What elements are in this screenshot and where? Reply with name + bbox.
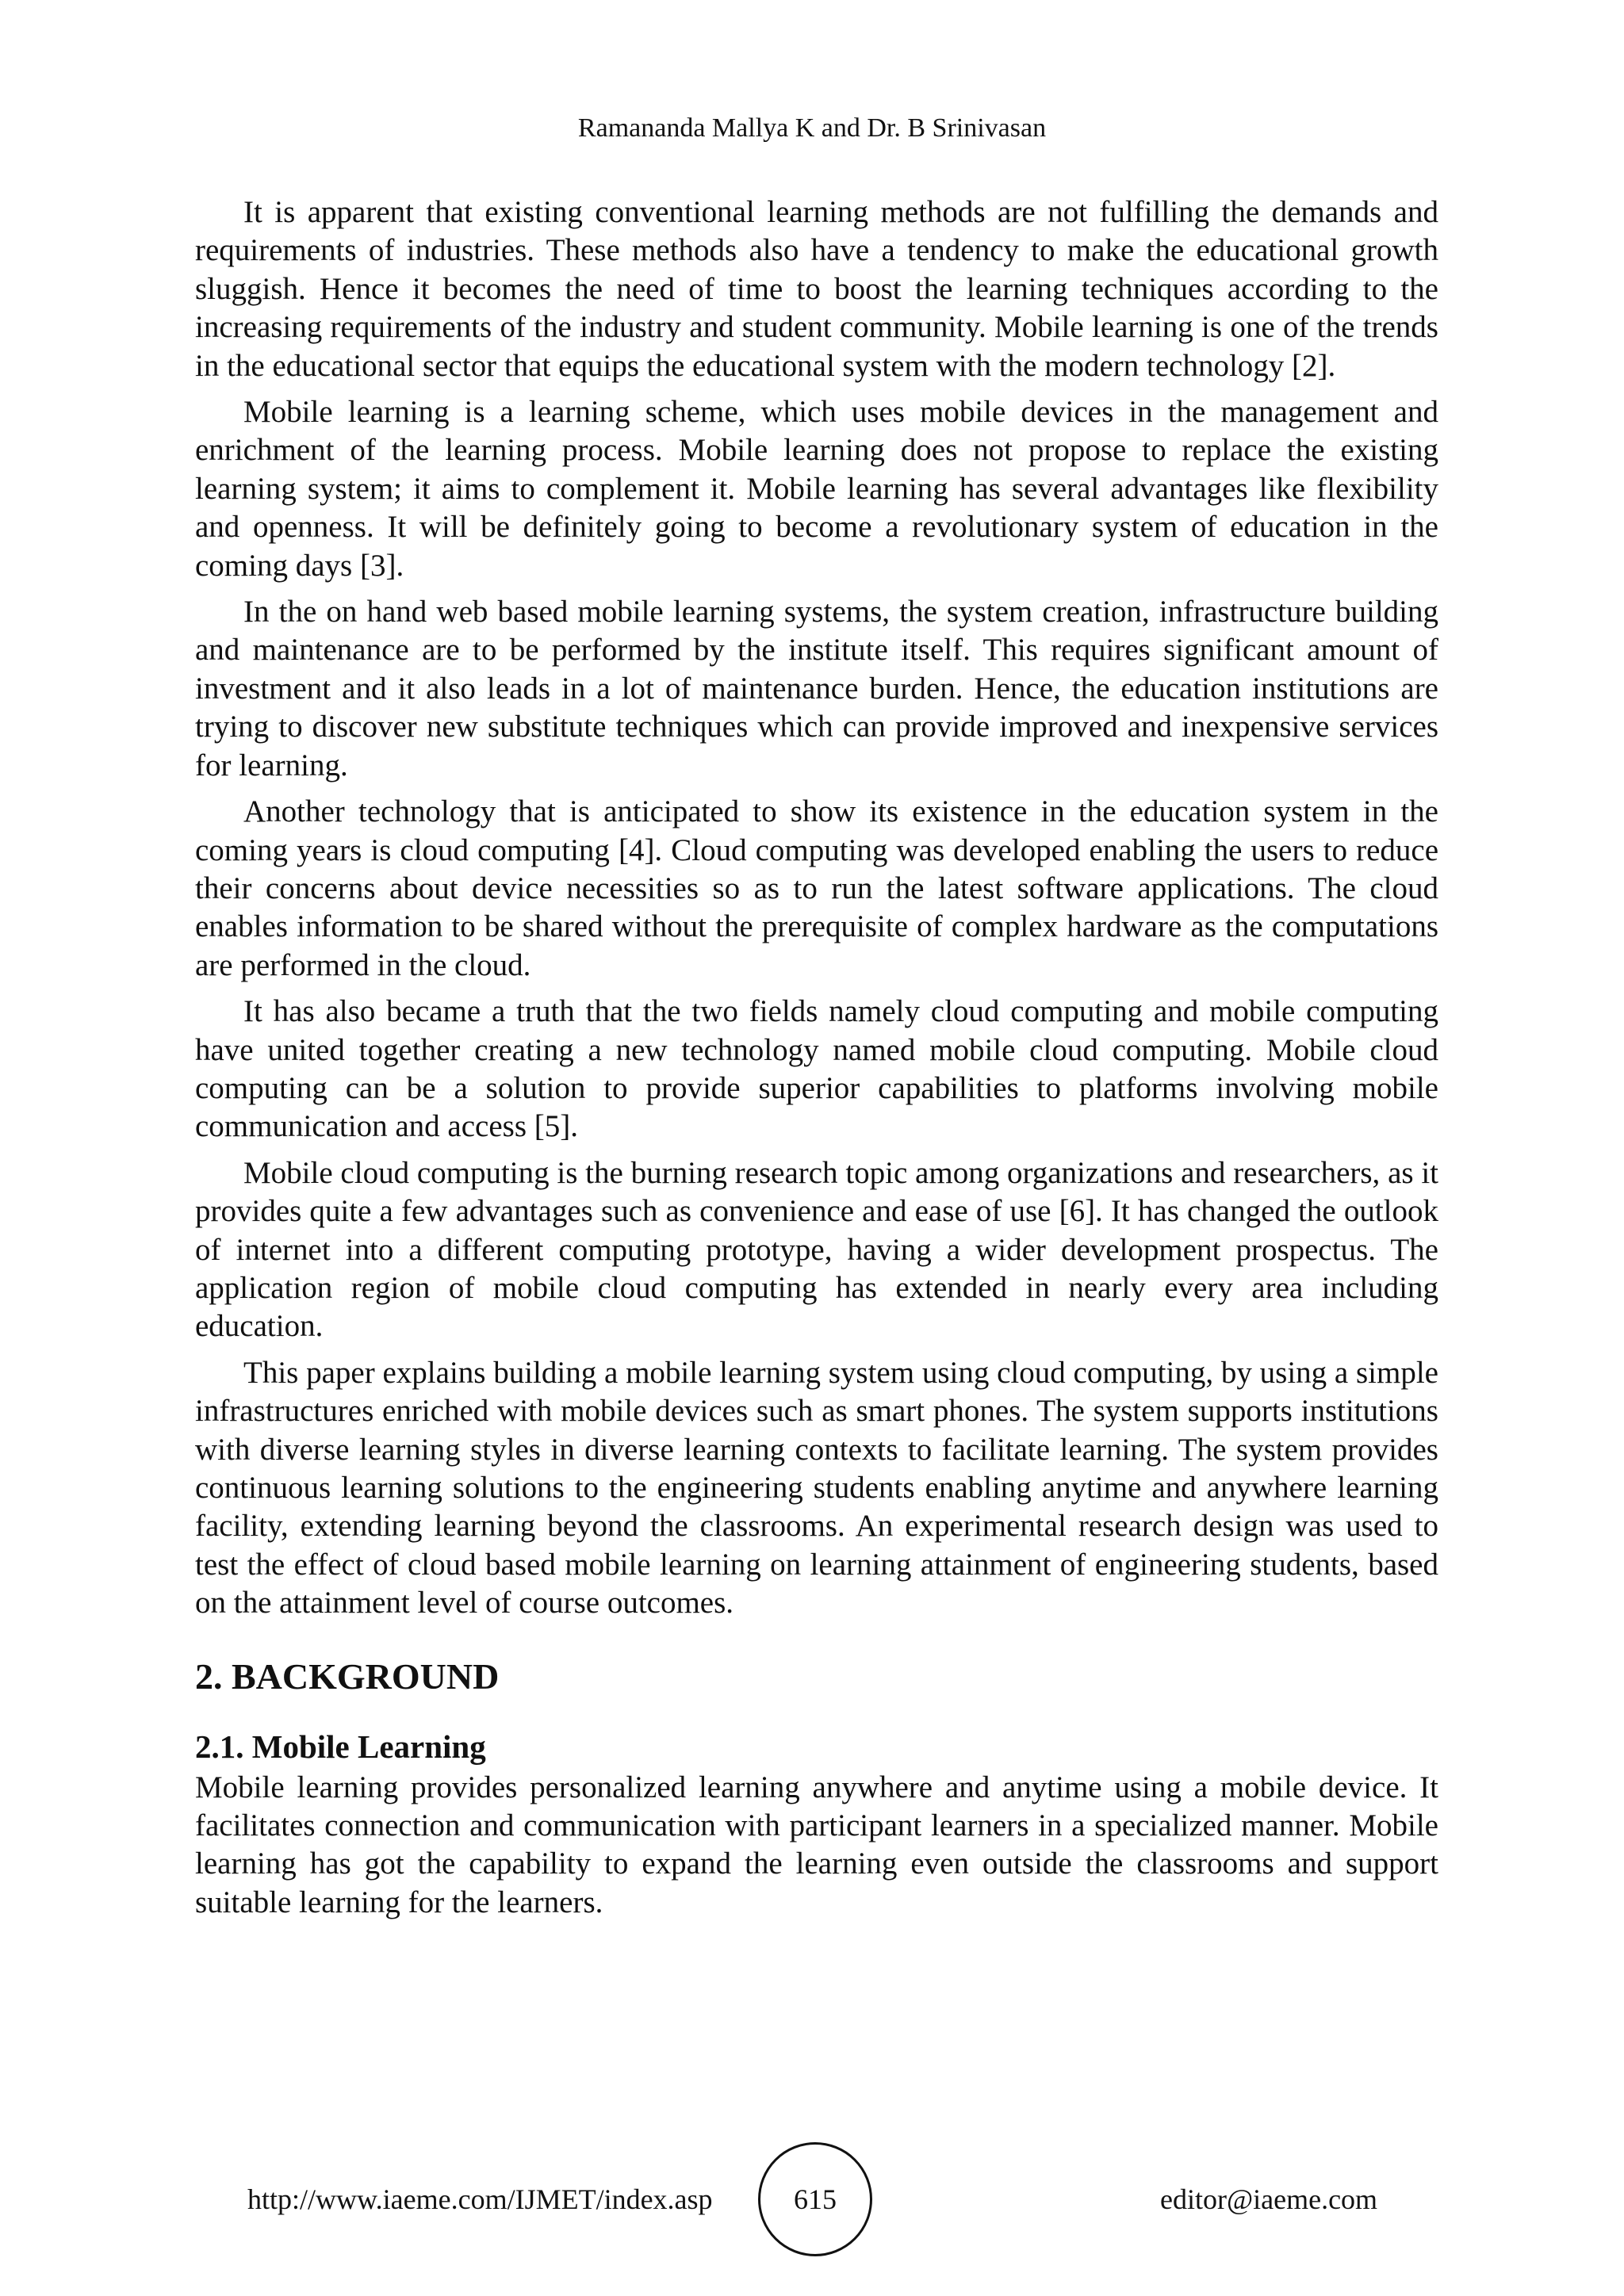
- body-paragraph: It is apparent that existing conventional learning methods are not fulfilling the demands and requirements of industries. These methods also have a tendency to make the educational growth sluggish. Hence it becomes the need of time to boost the learning techniques according to the increasing requirements of the industry and student community. Mobile learning is one of the trends in the educational sector that equips the educational system with the modern technology [2].: [195, 195, 1438, 383]
- page-number: 615: [794, 2183, 837, 2215]
- body-paragraph: This paper explains building a mobile learning system using cloud computing, by using a simple infrastructures enriched with mobile devices such as smart phones. The system supports institutions with diverse learning styles in diverse learning contexts to facilitate learning. The system provides continuous learning solutions to the engineering students enabling anytime and anywhere learning facility, extending learning beyond the classrooms. An experimental research design was used to test the effect of cloud based mobile learning on learning attainment of engineering students, based on the attainment level of course outcomes.: [195, 1355, 1438, 1621]
- body-paragraph: It has also became a truth that the two fields namely cloud computing and mobile computing have united together creating a new technology named mobile cloud computing. Mobile cloud computing can be a solution to provide superior capabilities to platforms involving mobile communication and access [5].: [195, 994, 1438, 1144]
- body-paragraph: In the on hand web based mobile learning systems, the system creation, infrastructure building and maintenance are to be performed by the institute itself. This requires significant amount of investment and it also leads in a lot of maintenance burden. Hence, the education institutions are trying to discover new substitute techniques which can provide improved and inexpensive services for learning.: [195, 595, 1438, 783]
- page-number-circle: [758, 2142, 872, 2256]
- body-column: [195, 193, 1438, 1930]
- footer-url-link[interactable]: http://www.iaeme.com/IJMET/index.asp: [247, 2183, 713, 2215]
- section-heading: 2. BACKGROUND: [195, 1655, 500, 1697]
- subsection-paragraph: Mobile learning provides personalized learning anywhere and anytime using a mobile device. It facilitates connection and communication with participant learners in a specialized manner. Mobile learning has got the capability to expand the learning even outside the classrooms and support suitable learning for the learners.: [195, 1770, 1438, 1919]
- running-head: Ramananda Mallya K and Dr. B Srinivasan: [577, 113, 1047, 143]
- footer-email-link[interactable]: editor@iaeme.com: [1160, 2183, 1378, 2215]
- body-paragraph: Mobile learning is a learning scheme, which uses mobile devices in the management and enrichment of the learning process. Mobile learning does not propose to replace the existing learning system; it aims to complement it. Mobile learning has several advantages like flexibility and openness. It will be definitely going to become a revolutionary system of education in the coming days [3].: [195, 395, 1438, 583]
- body-paragraph: Another technology that is anticipated to show its existence in the education system in the coming years is cloud computing [4]. Cloud computing was developed enabling the users to reduce their concerns about device necessities so as to run the latest software applications. The cloud enables information to be shared without the prerequisite of complex hardware as the computations are performed in the cloud.: [195, 794, 1438, 982]
- subsection-heading: 2.1. Mobile Learning: [195, 1728, 486, 1765]
- body-paragraph: Mobile cloud computing is the burning research topic among organizations and researchers, as it provides quite a few advantages such as convenience and ease of use [6]. It has changed the outlook of internet into a different computing prototype, having a wider development prospectus. The application region of mobile cloud computing has extended in nearly every area including education.: [195, 1155, 1438, 1344]
